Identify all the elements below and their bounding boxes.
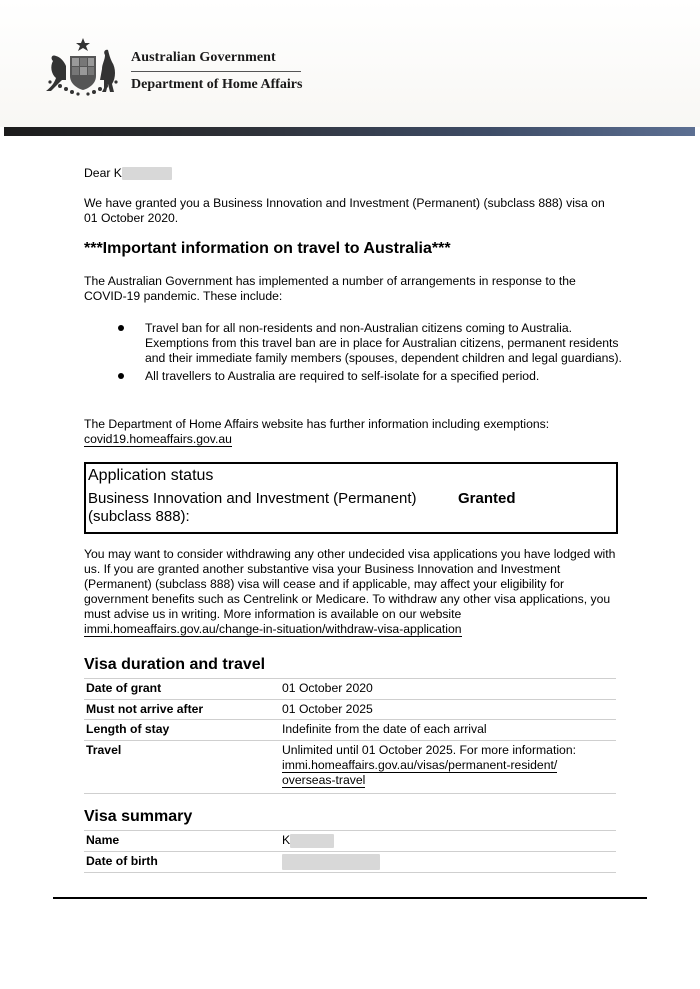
bullet-icon xyxy=(118,373,124,379)
coat-of-arms-icon xyxy=(42,36,124,98)
important-heading: ***Important information on travel to Australia*** xyxy=(84,240,451,257)
visa-duration-title: Visa duration and travel xyxy=(84,656,266,673)
banner-bar xyxy=(4,127,695,136)
redacted-name xyxy=(122,167,172,180)
status-title: Application status xyxy=(88,467,214,484)
list-item: All travellers to Australia are required to self-isolate for a specified period. xyxy=(84,369,624,384)
salutation-text: Dear K xyxy=(84,166,122,180)
salutation xyxy=(84,166,172,181)
overseas-travel-link[interactable]: immi.homeaffairs.gov.au/visas/permanent-resident/ xyxy=(282,758,558,772)
status-badge: Granted xyxy=(458,490,516,507)
table-row: Length of stay Indefinite from the date of each arrival xyxy=(84,719,616,740)
footer-divider xyxy=(53,897,647,899)
application-status-box xyxy=(84,462,618,534)
website-info: The Department of Home Affairs website has further information including exemptions: covid19.homeaffairs.gov.au xyxy=(84,417,550,446)
redacted-name xyxy=(290,834,334,848)
visa-summary-table xyxy=(84,830,616,873)
table-row: Travel Unlimited until 01 October 2025. For more information: immi.homeaffairs.gov.au/visas/permanent-resident/ overseas-travel xyxy=(84,740,616,794)
withdraw-link[interactable]: immi.homeaffairs.gov.au/change-in-situation/withdraw-visa-application xyxy=(84,622,462,636)
visa-type: Business Innovation and Investment (Permanent) (subclass 888): xyxy=(88,490,417,525)
table-row: Must not arrive after 01 October 2025 xyxy=(84,699,616,719)
redacted-date-of-birth xyxy=(282,854,380,870)
visa-summary-title: Visa summary xyxy=(84,808,193,825)
list-item: Travel ban for all non-residents and non-Australian citizens coming to Australia. Exemptions from this travel ban are in place for Australian citizens, permanent residents and their immediate family members (spouses, dependent children and legal guardians). xyxy=(84,321,624,366)
arrangements-list xyxy=(84,321,624,384)
covid-link[interactable]: covid19.homeaffairs.gov.au xyxy=(84,432,232,446)
withdraw-paragraph: You may want to consider withdrawing any other undecided visa applications you have lodged with us. If you are granted another substantive visa your Business Innovation and Investment (Permanent) (subclass 888) visa will cease and if applicable, may affect your eligibility for government benefits such as Centrelink or Medicare. To withdraw any other visa applications, you must advise us in writing. More information is available on our website immi.homeaffairs.gov.au/change-in-situation/withdraw-visa-application xyxy=(84,547,616,636)
table-row: Date of birth xyxy=(84,851,616,873)
arrangements-intro: The Australian Government has implemented a number of arrangements in response to the COVID-19 pandemic. These include: xyxy=(84,274,576,303)
visa-duration-table xyxy=(84,678,616,794)
table-row: Name K xyxy=(84,830,616,851)
intro-paragraph: We have granted you a Business Innovation and Investment (Permanent) (subclass 888) visa on 01 October 2020. xyxy=(84,196,605,225)
bullet-icon xyxy=(118,325,124,331)
overseas-travel-link[interactable]: overseas-travel xyxy=(282,773,366,787)
department-name: Department of Home Affairs xyxy=(131,77,303,92)
header-divider xyxy=(131,71,301,72)
table-row: Date of grant 01 October 2020 xyxy=(84,678,616,699)
government-name: Australian Government xyxy=(131,50,276,65)
